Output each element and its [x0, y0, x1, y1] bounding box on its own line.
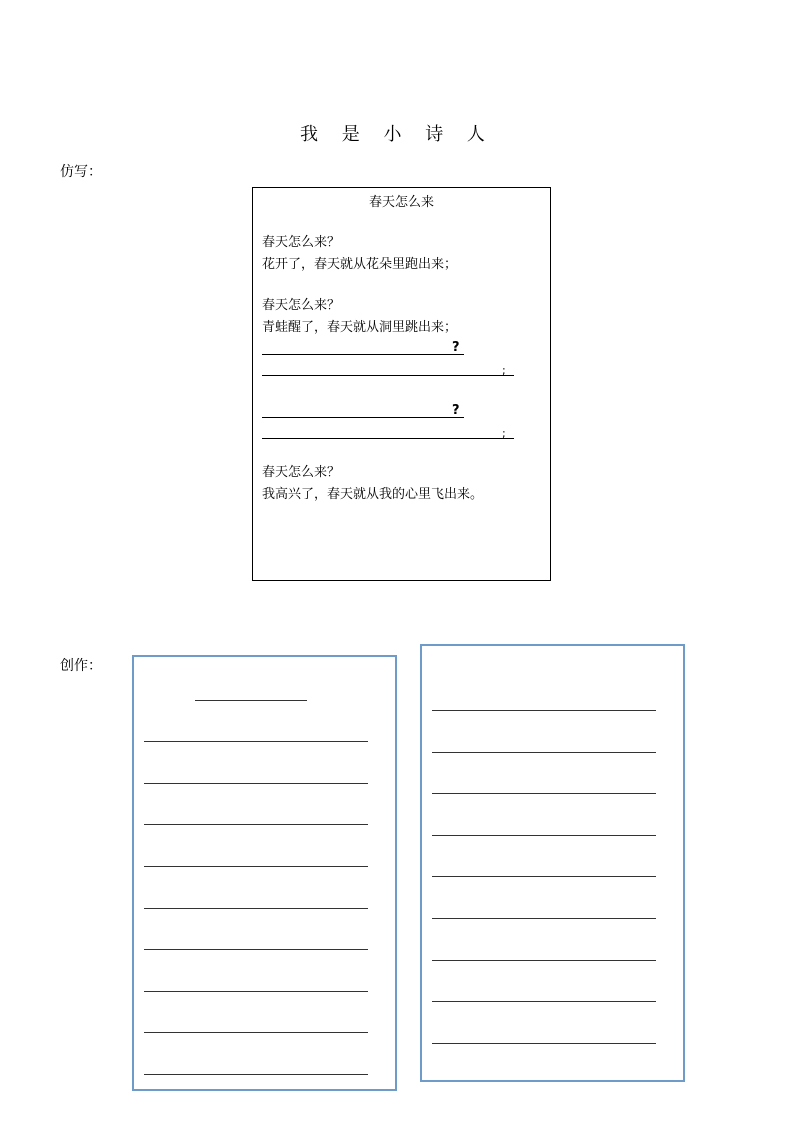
stanza2-answer: 青蛙醒了，春天就从洞里跳出来； — [262, 320, 458, 335]
write-line[interactable] — [144, 991, 368, 992]
write-line[interactable] — [432, 1001, 656, 1002]
stanza1-question: 春天怎么来？ — [262, 235, 341, 250]
write-line[interactable] — [432, 793, 656, 794]
stanza1-answer: 花开了，春天就从花朵里跑出来； — [262, 257, 458, 272]
poem-box — [252, 187, 551, 581]
stanza-last-answer: 我高兴了，春天就从我的心里飞出来。 — [262, 487, 484, 502]
writing-paper-right — [420, 644, 685, 1082]
write-line[interactable] — [432, 835, 656, 836]
poem-title: 春天怎么来 — [368, 195, 434, 210]
write-line[interactable] — [144, 1074, 368, 1075]
blank-question-mark-1: ? — [452, 340, 460, 355]
stanza2-question: 春天怎么来？ — [262, 298, 341, 313]
write-line[interactable] — [144, 1032, 368, 1033]
create-label: 创作： — [60, 658, 102, 674]
write-line[interactable] — [144, 949, 368, 950]
write-line[interactable] — [432, 876, 656, 877]
blank-question-mark-2: ? — [452, 403, 460, 418]
write-line[interactable] — [144, 866, 368, 867]
page-title: 我 是 小 诗 人 — [300, 124, 494, 145]
write-line[interactable] — [432, 918, 656, 919]
blank-question-line-1[interactable] — [262, 354, 464, 355]
write-line[interactable] — [432, 710, 656, 711]
writing-paper-left — [132, 655, 397, 1091]
blank-semicolon-2: ; — [502, 427, 506, 440]
imitate-label: 仿写： — [60, 164, 102, 180]
title-write-line[interactable] — [195, 700, 307, 701]
write-line[interactable] — [432, 752, 656, 753]
write-line[interactable] — [144, 824, 368, 825]
blank-semicolon-1: ; — [502, 364, 506, 377]
write-line[interactable] — [144, 783, 368, 784]
write-line[interactable] — [144, 908, 368, 909]
stanza-last-question: 春天怎么来？ — [262, 465, 341, 480]
blank-answer-line-2[interactable] — [262, 438, 514, 439]
blank-question-line-2[interactable] — [262, 417, 464, 418]
blank-answer-line-1[interactable] — [262, 375, 514, 376]
write-line[interactable] — [432, 960, 656, 961]
write-line[interactable] — [144, 741, 368, 742]
write-line[interactable] — [432, 1043, 656, 1044]
